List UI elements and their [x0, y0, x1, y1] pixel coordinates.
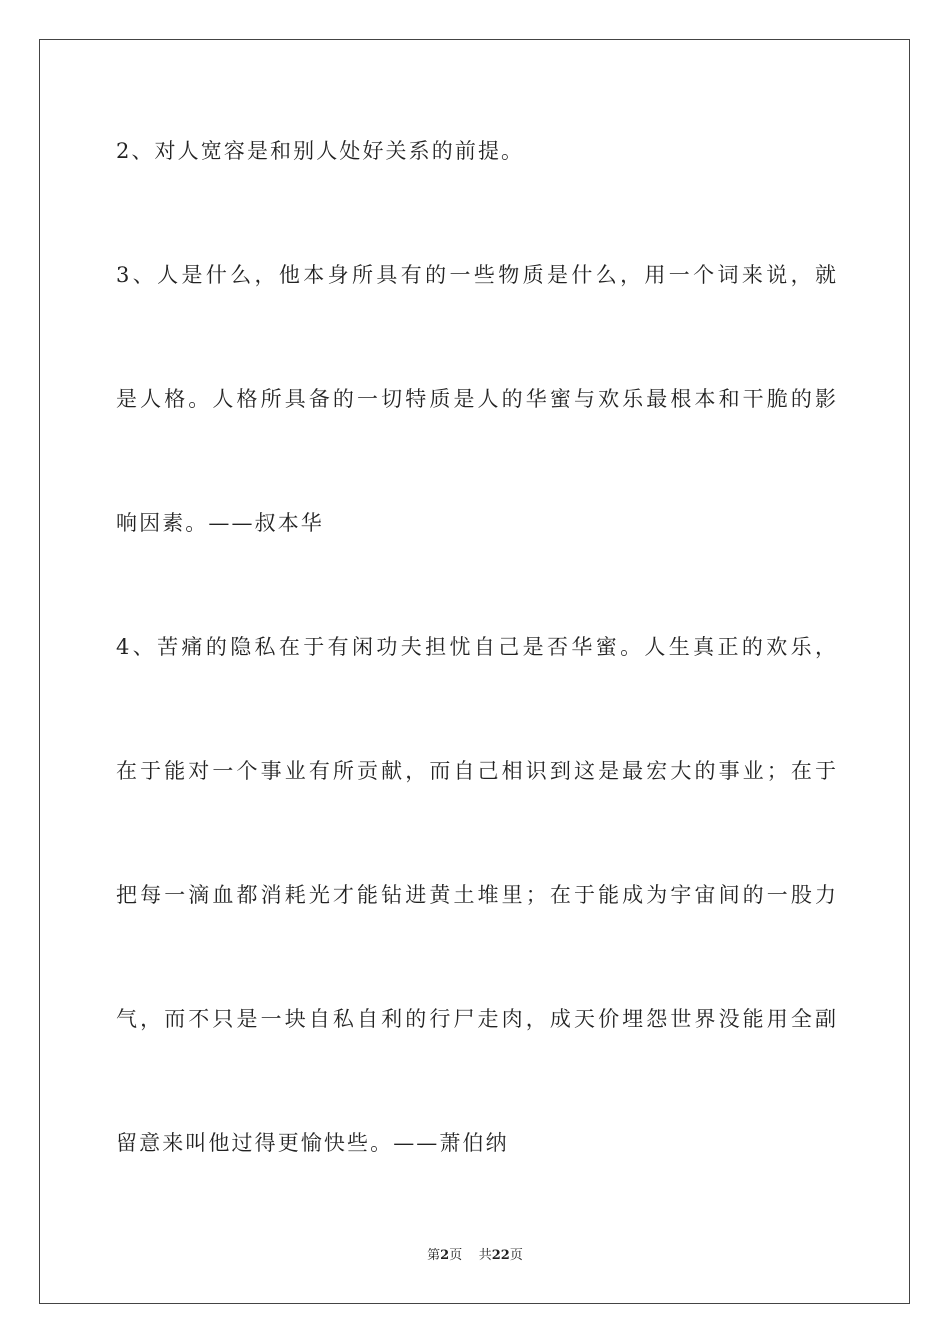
- paragraph-line-4: 响因素。——叔本华: [116, 511, 324, 535]
- paragraph-line-8: 气，而不只是一块自私自利的行尸走肉，成天价埋怨世界没能用全副: [116, 1007, 836, 1031]
- paragraph-line-1: 2、对人宽容是和别人处好关系的前提。: [116, 139, 525, 163]
- paragraph-line-7: 把每一滴血都消耗光才能钻进黄土堆里；在于能成为宇宙间的一股力: [116, 883, 836, 907]
- paragraph-line-2: 3、人是什么，他本身所具有的一些物质是什么，用一个词来说，就: [116, 263, 836, 287]
- paragraph-line-9: 留意来叫他过得更愉快些。——萧伯纳: [116, 1131, 509, 1155]
- page-number: 2: [440, 1248, 450, 1263]
- page-prefix: 第: [427, 1248, 441, 1263]
- page-footer: [0, 1248, 950, 1264]
- paragraph-line-3: 是人格。人格所具备的一切特质是人的华蜜与欢乐最根本和干脆的影: [116, 387, 836, 411]
- total-pages: 22: [491, 1248, 510, 1263]
- total-prefix: 共: [478, 1248, 492, 1263]
- page-border: [39, 39, 910, 1304]
- paragraph-line-5: 4、苦痛的隐私在于有闲功夫担忧自己是否华蜜。人生真正的欢乐，: [116, 635, 836, 659]
- total-suffix: 页: [509, 1248, 523, 1263]
- page-suffix: 页: [449, 1248, 463, 1263]
- paragraph-line-6: 在于能对一个事业有所贡献，而自己相识到这是最宏大的事业；在于: [116, 759, 836, 783]
